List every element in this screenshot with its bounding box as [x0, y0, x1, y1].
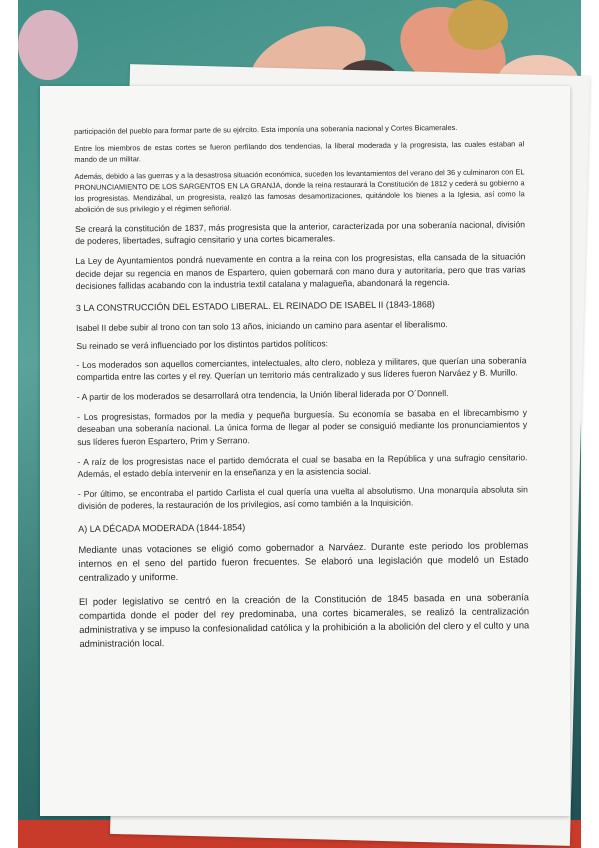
section-heading: A) LA DÉCADA MODERADA (1844-1854) [78, 521, 246, 534]
list-item: - Los progresistas, formados por la media y pequeña burguesía. Su economía se basaba en el librecambismo y deseaban una soberanía nacional. La única forma de llegar al poder se consiguió mediante los pronunciamientos y sus líderes fueron Espartero, Prim y Serrano. [76, 407, 528, 447]
background-decoration [18, 10, 78, 80]
paragraph: participación del pueblo para formar parte de su ejército. Esta imponía una soberanía nacional y Cortes Bicamerales. [74, 122, 458, 136]
document-text [74, 121, 530, 661]
list-item: - Por último, se encontraba el partido Carlista el cual quería una vuelta al absolutismo. Una monarquía absoluta sin división de poderes, la restauración de los privilegios, así como también a la Inquisición. [77, 484, 528, 512]
paragraph: Entre los miembros de estas cortes se fueron perfilando dos tendencias, la liberal moderada y la progresista, las cuales estaban al mando de un militar. [74, 139, 525, 164]
paragraph: Isabel II debe subir al trono con tan solo 13 años, iniciando un camino para asentar el liberalismo. [76, 319, 448, 334]
list-item: - A raíz de los progresistas nace el partido demócrata el cual se basaba en la República y una sufragio censitario. Además, el estado debía intervenir en la enseñanza y en la asistencia social. [77, 452, 528, 480]
background-decoration [448, 0, 508, 50]
paper-sheet [40, 86, 570, 816]
list-item: - Los moderados son aquellos comerciantes, intelectuales, alto clero, nobleza y militares, que querían una soberanía compartida entre las cortes y el rey. Querían un territorio más centralizado y sus líderes fueron Narváez y B. Murillo. [76, 354, 527, 382]
section-heading: 3 LA CONSTRUCCIÓN DEL ESTADO LIBERAL. EL REINADO DE ISABEL II (1843-1868) [75, 299, 435, 314]
paragraph: Además, debido a las guerras y a la desastrosa situación económica, suceden los levantamientos del verano del 36 y culminaron con EL PRONUNCIAMIENTO DE LOS SARGENTOS EN LA GRANJA, donde la reina restaurará la Constitución de 1812 y cederá su gobierno a los progresistas. Mendizábal, un progresista, realizó las famosas desamortizaciones, quitándole los bienes a la Iglesia, así como la abolición de sus privilegio y el régimen señorial. [74, 167, 525, 214]
paragraph: Se creará la constitución de 1837, más progresista que la anterior, caracterizada por una soberanía nacional, división de poderes, libertades, sufragio censitario y una cortes bicamerales. [75, 219, 526, 247]
paragraph: Mediante unas votaciones se eligió como gobernador a Narváez. Durante este periodo los problemas internos en el seno del partido fueron frecuentes. Se elaboró una legislación que modeló un Estado centralizado y uniforme. [78, 539, 529, 583]
list-item: - A partir de los moderados se desarrollará otra tendencia, la Unión liberal liderada por O´Donnell. [76, 388, 449, 403]
paragraph: Su reinado se verá influenciado por los distintos partidos políticos: [76, 338, 329, 352]
paragraph: El poder legislativo se centró en la creación de la Constitución de 1845 basada en una soberanía compartida donde el poder del rey predominaba, una cortes bicamerales, se realizó la centralización administrativa y se impuso la confesionalidad católica y la prohibición a la abolición del clero y el culto y una administración local. [78, 591, 530, 649]
paragraph: La Ley de Ayuntamientos pondrá nuevamente en contra a la reina con los progresistas, ella cansada de la situación decide dejar su regencia en manos de Espartero, quien gobernará con mano dura y autoritaria, pero que tras varias decisiones fallidas acabando con la industria textil catalana y malagueña, abandonará la regencia. [75, 251, 526, 291]
